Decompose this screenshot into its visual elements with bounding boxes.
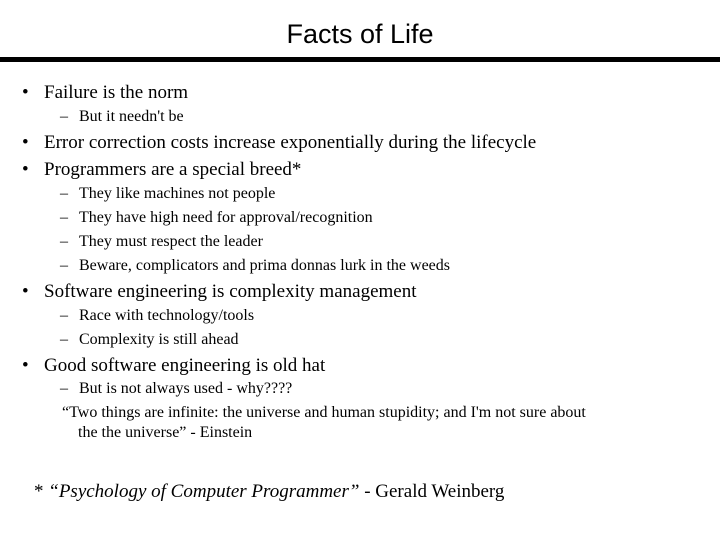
bullet-item [22,279,417,305]
bullet-item [22,157,301,183]
bullet-item [22,130,536,156]
sub-bullet-item [60,329,239,351]
footnote-book-title: “Psychology of Computer Programmer” [48,481,360,502]
footnote-marker: * [34,481,49,502]
einstein-quote [62,403,586,443]
slide-title: Facts of Life [286,19,434,49]
sub-bullet-text: Race with technology/tools [79,307,255,324]
bullet-item [22,80,188,106]
sub-bullet-text: Beware, complicators and prima donnas lurk in the weeds [79,257,450,274]
dash-glyph: – [60,307,68,324]
bullet-text: Good software engineering is old hat [44,355,326,376]
sub-bullet-item [60,106,184,128]
bullet-text: Error correction costs increase exponentially during the lifecycle [44,132,537,153]
sub-bullet-item [60,378,292,400]
sub-bullet-text: But it needn't be [79,108,184,125]
bullet-glyph: • [22,159,29,180]
bullet-glyph: • [22,355,29,376]
dash-glyph: – [60,331,68,348]
footnote-author: - Gerald Weinberg [359,481,505,502]
bullet-item [22,353,325,379]
quote-line: “Two things are infinite: the universe and human stupidity; and I'm not sure about [62,404,586,421]
bullet-glyph: • [22,82,29,103]
bullet-glyph: • [22,281,29,302]
bullet-text: Failure is the norm [44,82,189,103]
dash-glyph: – [60,185,68,202]
dash-glyph: – [60,257,68,274]
bullet-text: Programmers are a special breed* [44,159,302,180]
sub-bullet-text: They have high need for approval/recognition [79,209,373,226]
sub-bullet-text: Complexity is still ahead [79,331,239,348]
dash-glyph: – [60,233,68,250]
sub-bullet-text: They must respect the leader [79,233,263,250]
dash-glyph: – [60,108,68,125]
sub-bullet-item [60,183,275,205]
sub-bullet-item [60,231,263,253]
dash-glyph: – [60,380,68,397]
footnote [34,479,504,505]
bullet-text: Software engineering is complexity management [44,281,417,302]
bullet-glyph: • [22,132,29,153]
sub-bullet-text: They like machines not people [79,185,276,202]
sub-bullet-text: But is not always used - why???? [79,380,293,397]
sub-bullet-item [60,255,450,277]
sub-bullet-item [60,207,373,229]
title-divider [0,57,720,62]
sub-bullet-item [60,305,254,327]
quote-line-continued: the the universe” - Einstein [78,424,253,441]
dash-glyph: – [60,209,68,226]
